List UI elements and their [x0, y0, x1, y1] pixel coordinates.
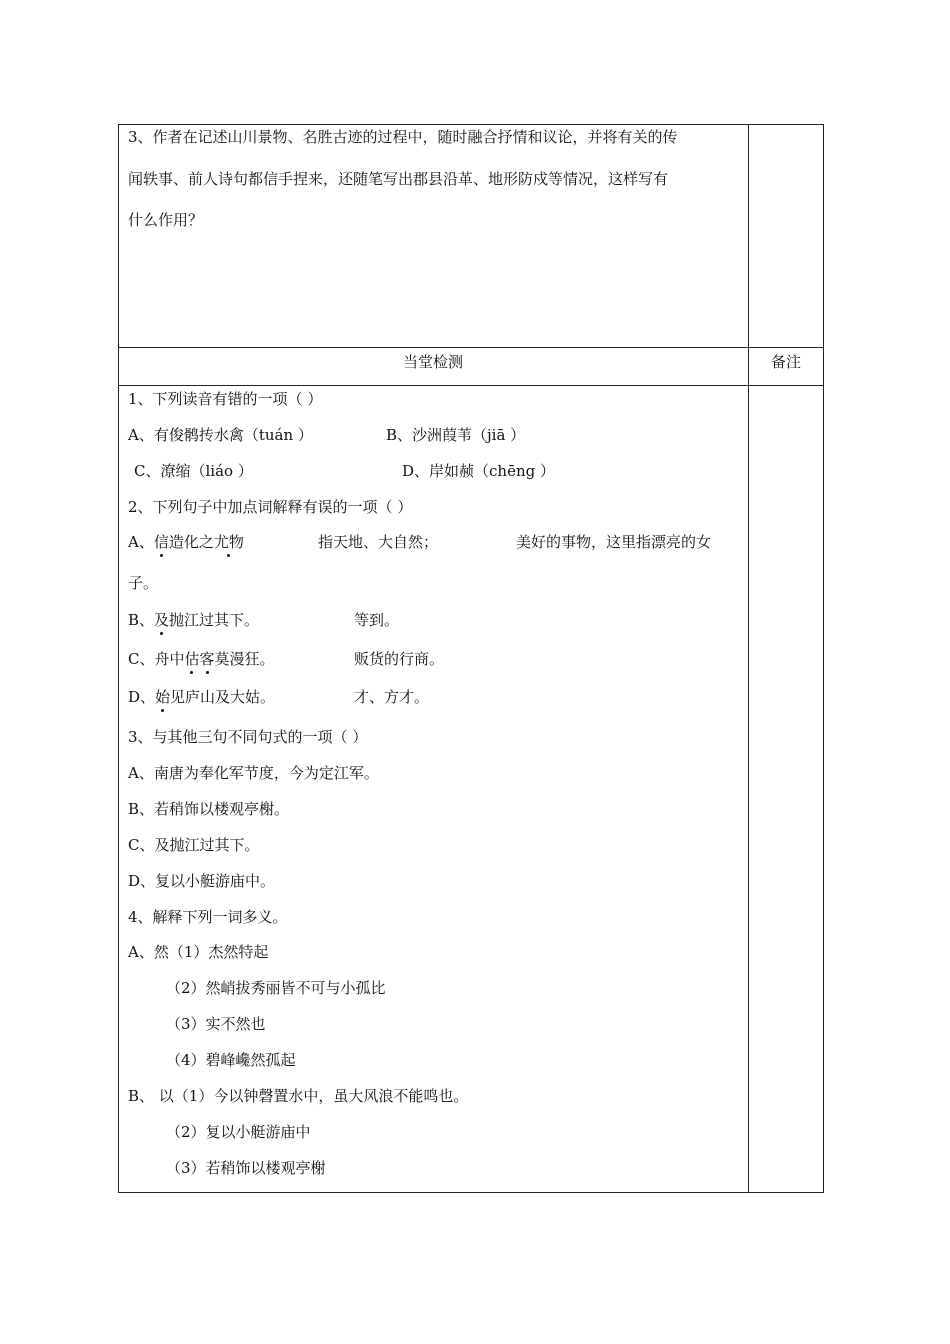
q3-prompt: 3、与其他三句不同句式的一项（ ）	[128, 728, 368, 746]
q1-option-c: C、潦缩（liáo ）	[134, 462, 253, 480]
q2d-gloss: 才、方才。	[354, 688, 430, 706]
q2d-label: D、	[128, 688, 156, 706]
q1-prompt: 1、下列读音有错的一项（ ）	[128, 390, 323, 408]
q2b-label: B、	[128, 611, 155, 629]
q3-option-d: D、复以小艇游庙中。	[128, 872, 276, 890]
q4-b-2: （2）复以小艇游庙中	[166, 1123, 311, 1141]
q2a-gloss-1: 指天地、大自然；	[318, 533, 439, 551]
q2-option-a	[128, 533, 244, 551]
q4-a-3: （3）实不然也	[166, 1015, 266, 1033]
q2c-label: C、舟中	[128, 650, 185, 668]
q2-prompt: 2、下列句子中加点词解释有误的一项（ ）	[128, 498, 413, 516]
q4-prompt: 4、解释下列一词多义。	[128, 908, 288, 926]
q4-a-4: （4）碧峰巉然孤起	[166, 1051, 296, 1069]
question-3-intro-line-3: 什么作用？	[128, 211, 204, 229]
q2-option-c	[128, 650, 275, 668]
q2d-text: 见庐山及大姑。	[170, 688, 276, 706]
q2c-dotted-word-1: 估	[184, 650, 200, 668]
q3-option-b: B、若稍饰以楼观亭榭。	[128, 800, 290, 818]
q2a-gloss-continued: 子。	[128, 574, 159, 592]
q1-option-b: B、沙洲葭苇（jiā ）	[386, 426, 526, 444]
q4-b-1: B、 以（1）今以钟磬置水中，虽大风浪不能鸣也。	[128, 1087, 469, 1105]
q2a-text: 造化之	[168, 533, 214, 551]
q2b-dotted-word: 及	[154, 611, 170, 629]
q2b-gloss: 等到。	[354, 611, 400, 629]
q1-option-d: D、岸如赪（chēng ）	[402, 462, 555, 480]
q2c-text: 莫漫狂。	[214, 650, 275, 668]
row-divider-header-top	[118, 347, 824, 348]
notes-column-divider	[748, 124, 749, 1193]
q4-a-2: （2）然峭拔秀丽皆不可与小孤比	[166, 979, 386, 997]
q3-option-a: A、南唐为奉化军节度，今为定江军。	[128, 764, 379, 782]
section-title: 当堂检测	[402, 353, 463, 371]
q1-option-a: A、有俊鹘抟水禽（tuán ）	[128, 426, 313, 444]
q2b-text: 抛江过其下。	[169, 611, 260, 629]
question-3-intro-line-2: 闻轶事、前人诗句都信手捏来，还随笔写出郡县沿革、地形防戍等情况，这样写有	[128, 170, 669, 188]
q2c-gloss: 贩货的行商。	[354, 650, 445, 668]
q2-option-b	[128, 611, 259, 629]
q2a-dotted-word-1: 信	[153, 533, 169, 551]
q2a-label: A、	[128, 533, 154, 551]
q2c-dotted-word-2: 客	[199, 650, 215, 668]
q2a-gloss-2: 美好的事物，这里指漂亮的女	[516, 533, 712, 551]
q4-b-3: （3）若稍饰以楼观亭榭	[166, 1159, 326, 1177]
notes-column-header: 备注	[770, 353, 801, 371]
q4-a-1: A、然（1）杰然特起	[128, 943, 269, 961]
q2a-dotted-word-2: 尤物	[213, 533, 244, 551]
question-3-intro-line-1: 3、作者在记述山川景物、名胜古迹的过程中，随时融合抒情和议论，并将有关的传	[128, 128, 678, 146]
q2-option-d	[128, 688, 275, 706]
row-divider-header-bottom	[118, 385, 824, 386]
q2d-dotted-word: 始	[155, 688, 171, 706]
q3-option-c: C、及抛江过其下。	[128, 836, 260, 854]
